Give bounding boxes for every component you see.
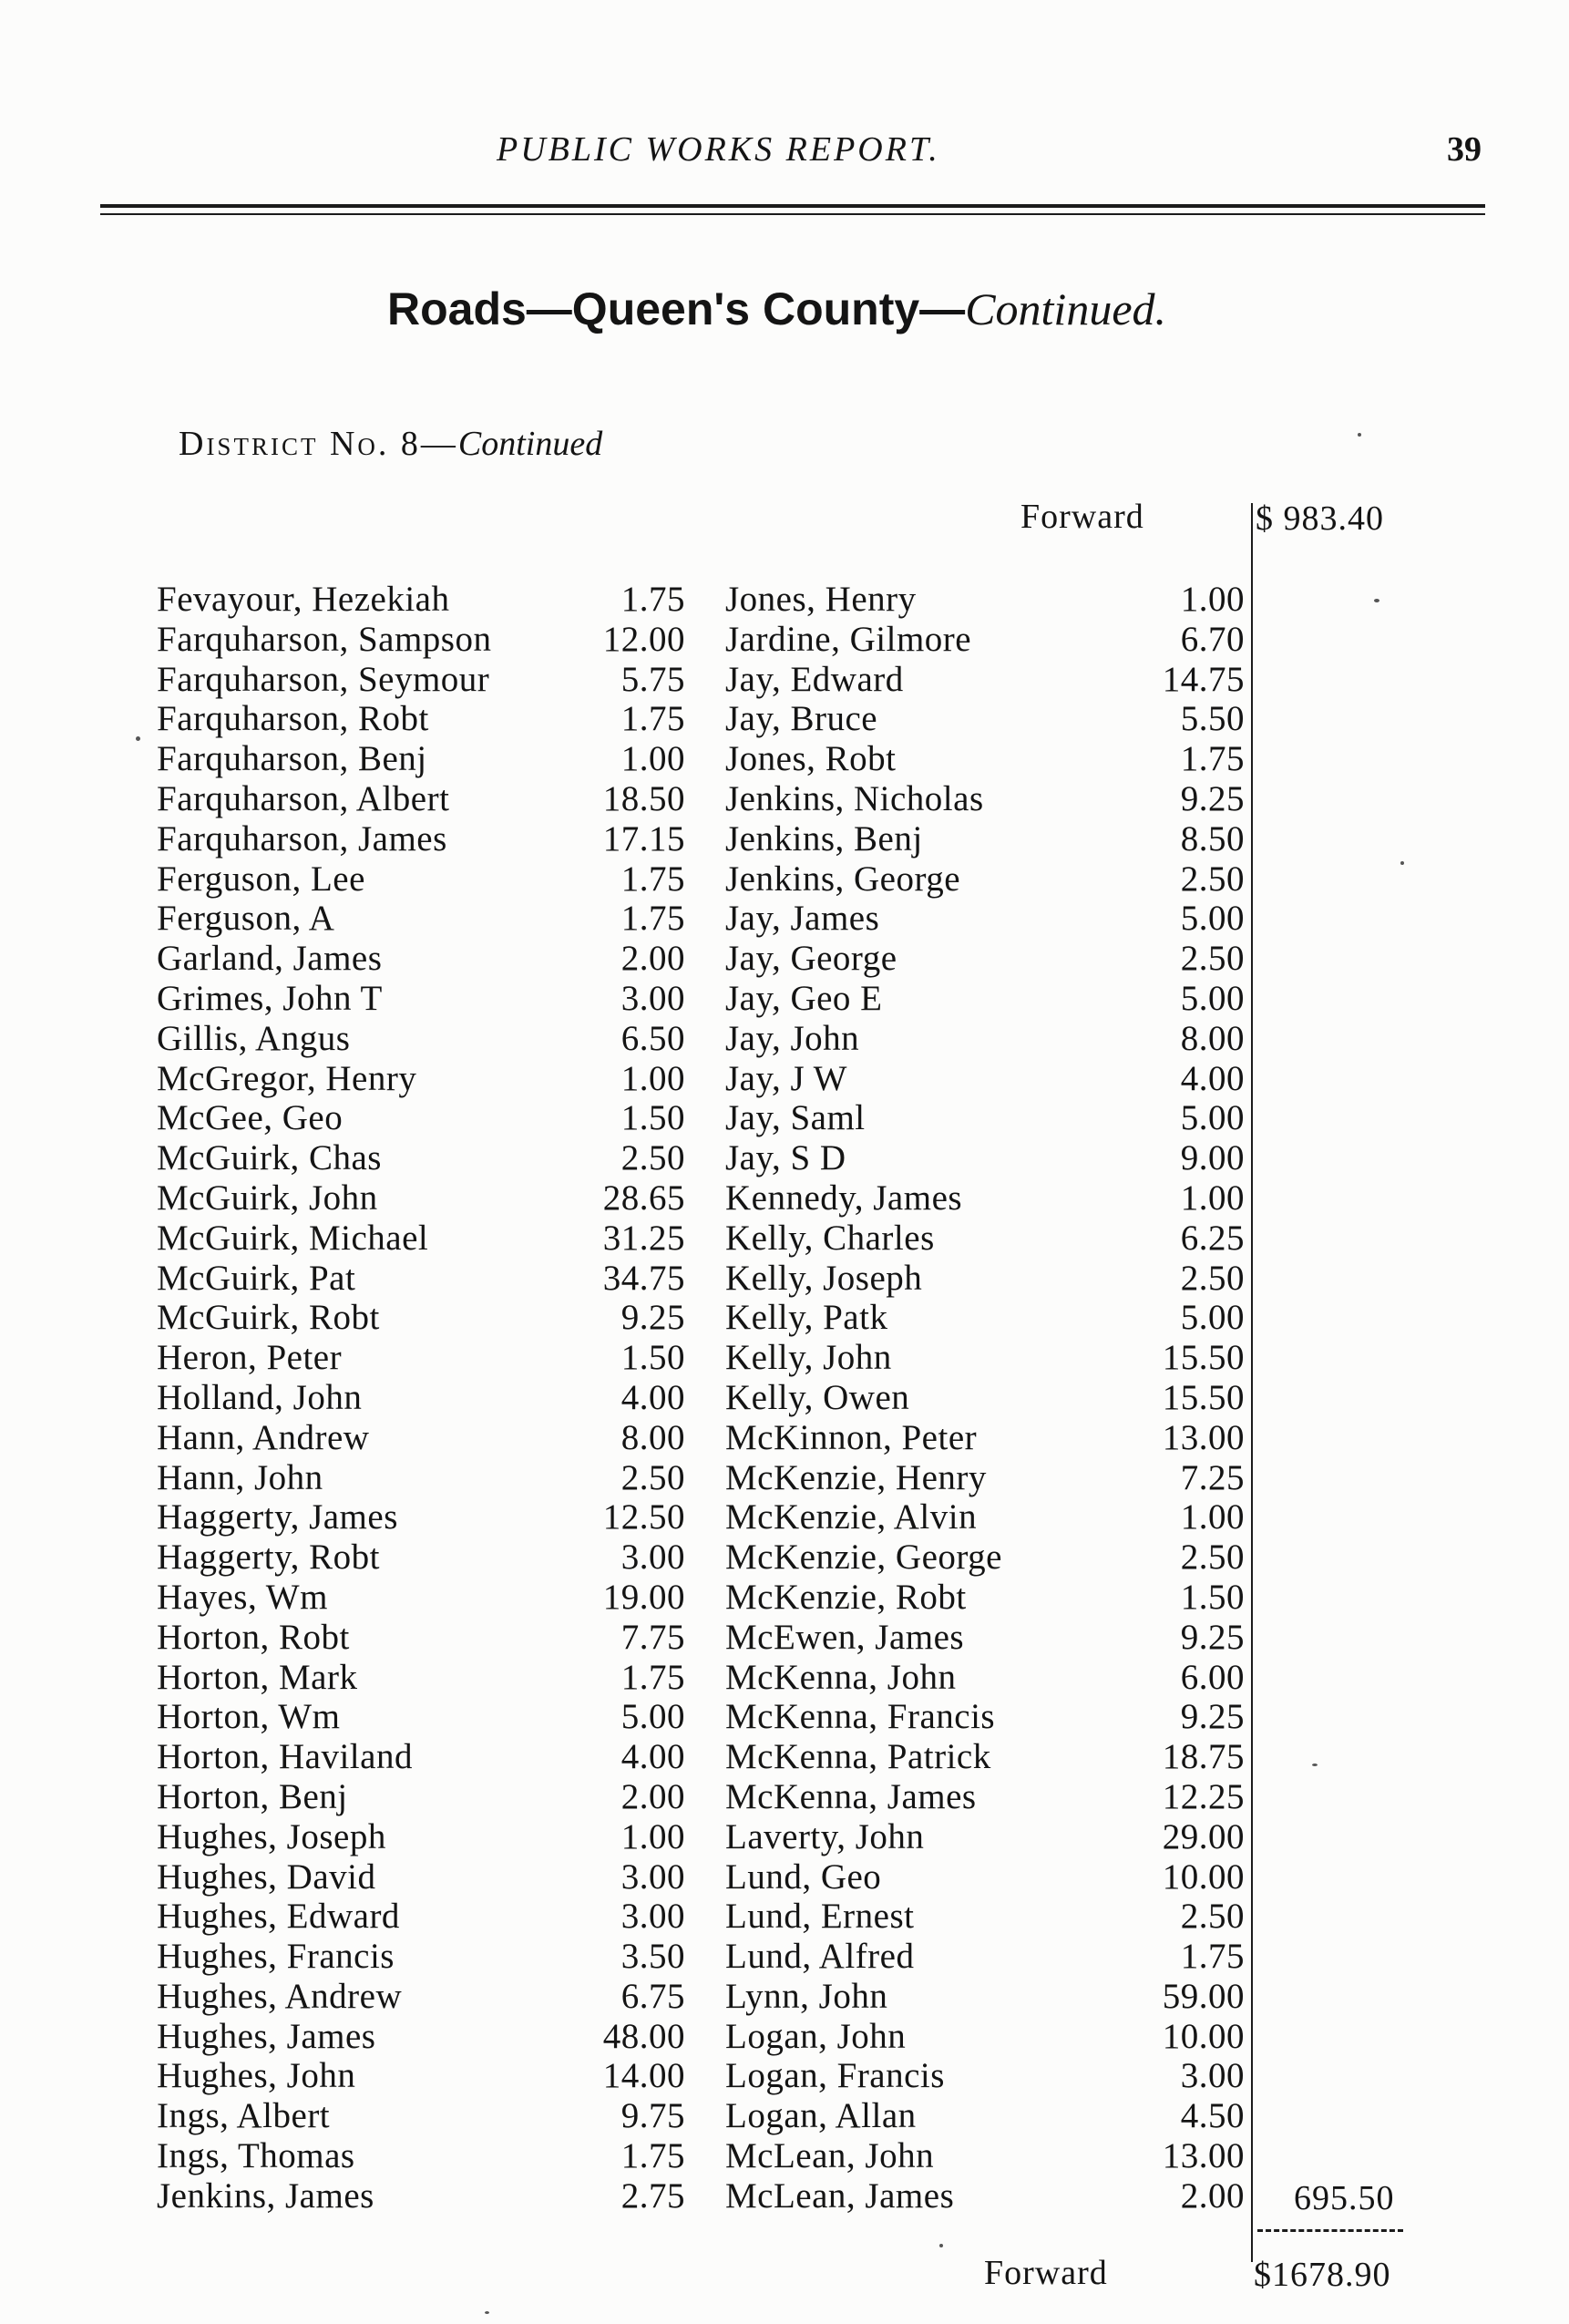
ledger-row <box>725 1259 1248 1299</box>
ledger-row <box>157 1697 685 1737</box>
payee-name: McLean, James <box>725 2175 955 2216</box>
scan-speck <box>136 736 140 741</box>
payee-name: Kelly, John <box>725 1338 892 1378</box>
payment-amount: 8.00 <box>1180 1018 1245 1058</box>
payee-name: McKenna, Francis <box>725 1697 996 1737</box>
payee-name: Jay, Bruce <box>725 699 878 739</box>
ledger-row <box>157 979 685 1019</box>
payment-amount: 2.50 <box>620 1138 685 1178</box>
payment-amount: 1.50 <box>1180 1577 1245 1617</box>
payee-name: Jay, S D <box>725 1138 846 1178</box>
payee-name: McLean, John <box>725 2136 935 2176</box>
ledger-row <box>157 1418 685 1458</box>
ledger-row <box>157 1937 685 1977</box>
payee-name: McKenna, John <box>725 1657 957 1697</box>
section-title-continued: Continued. <box>965 283 1167 334</box>
payment-amount: 14.75 <box>1162 659 1245 699</box>
payment-amount: 2.50 <box>1180 859 1245 899</box>
payee-name: Jay, George <box>725 939 897 979</box>
payee-name: Kennedy, James <box>725 1177 963 1218</box>
payee-name: Hann, John <box>157 1457 323 1497</box>
payment-amount: 1.75 <box>620 2136 685 2176</box>
payee-name: Garland, James <box>157 939 383 979</box>
payment-amount: 3.00 <box>1180 2056 1245 2096</box>
ledger-row <box>157 1658 685 1698</box>
payment-amount: 10.00 <box>1162 1856 1245 1897</box>
ledger-row <box>725 1219 1248 1259</box>
district-label: District No. 8— <box>179 425 458 463</box>
payment-amount: 1.75 <box>1180 1937 1245 1977</box>
scan-speck <box>939 2244 943 2247</box>
payment-amount: 13.00 <box>1162 2136 1245 2176</box>
ledger-row <box>725 779 1248 819</box>
payee-name: Logan, John <box>725 2016 907 2056</box>
ledger-row <box>157 580 685 620</box>
ledger-row <box>157 1777 685 1817</box>
ledger-row <box>157 779 685 819</box>
ledger-row <box>725 1019 1248 1059</box>
payee-name: Farquharson, Benj <box>157 739 427 779</box>
ledger-row <box>157 1178 685 1219</box>
page-number: 39 <box>1447 130 1482 169</box>
payee-name: Fevayour, Hezekiah <box>157 580 450 619</box>
payment-amount: 2.50 <box>620 1457 685 1497</box>
ledger-row <box>157 1098 685 1138</box>
payment-amount: 6.50 <box>620 1018 685 1058</box>
payee-name: McKenna, Patrick <box>725 1737 991 1777</box>
payee-name: Farquharson, Albert <box>157 778 450 818</box>
payment-amount: 59.00 <box>1162 1976 1245 2016</box>
ledger-row <box>157 2096 685 2136</box>
ledger-row <box>157 2136 685 2176</box>
payment-amount: 4.00 <box>620 1737 685 1777</box>
ledger-row <box>157 1618 685 1658</box>
ledger-row <box>157 1897 685 1937</box>
ledger-row <box>725 1338 1248 1378</box>
payment-amount: 1.50 <box>620 1338 685 1378</box>
payee-name: McKenna, James <box>725 1776 977 1816</box>
payee-name: McEwen, James <box>725 1617 965 1657</box>
payment-amount: 12.25 <box>1162 1776 1245 1816</box>
payment-amount: 1.00 <box>1180 1497 1245 1537</box>
payment-amount: 1.75 <box>1180 739 1245 779</box>
payee-name: Farquharson, Robt <box>157 699 429 739</box>
payment-amount: 17.15 <box>602 818 685 859</box>
ledger-row <box>725 979 1248 1019</box>
ledger-row <box>725 1857 1248 1897</box>
payment-amount: 3.50 <box>620 1937 685 1977</box>
payment-amount: 5.00 <box>1180 899 1245 939</box>
payee-name: Kelly, Joseph <box>725 1258 923 1298</box>
ledger-row <box>725 2017 1248 2057</box>
payee-name: Horton, Mark <box>157 1657 358 1697</box>
ledger-row <box>725 1737 1248 1777</box>
payee-name: McGuirk, Pat <box>157 1258 356 1298</box>
ledger-row <box>157 620 685 660</box>
payee-name: Hughes, Andrew <box>157 1976 403 2016</box>
payment-amount: 5.50 <box>1180 699 1245 739</box>
payee-name: Horton, Wm <box>157 1697 341 1737</box>
ledger-row <box>725 739 1248 779</box>
payee-name: Hughes, Francis <box>157 1937 395 1977</box>
ledger-row <box>157 1737 685 1777</box>
payment-amount: 2.75 <box>620 2175 685 2216</box>
payment-amount: 9.75 <box>620 2096 685 2136</box>
payment-amount: 6.75 <box>620 1976 685 2016</box>
payment-amount: 1.00 <box>1180 1177 1245 1218</box>
payee-name: McGuirk, Chas <box>157 1138 382 1178</box>
ledger-row <box>725 1378 1248 1418</box>
ledger-row <box>725 1458 1248 1498</box>
forward-label-top: Forward <box>1020 498 1144 536</box>
scan-speck <box>1312 1764 1318 1766</box>
payee-name: McGuirk, Robt <box>157 1298 380 1338</box>
payment-amount: 1.75 <box>620 1657 685 1697</box>
ledger-row <box>157 1817 685 1857</box>
payment-amount: 1.75 <box>620 580 685 619</box>
district-continued: Continued <box>457 425 603 463</box>
district-heading <box>179 424 602 464</box>
payee-name: Logan, Francis <box>725 2056 945 2096</box>
forward-amount-top: $ 983.40 <box>1256 499 1384 538</box>
payee-name: Horton, Robt <box>157 1617 350 1657</box>
payee-name: Hughes, John <box>157 2056 356 2096</box>
payee-name: McKenzie, George <box>725 1537 1002 1578</box>
running-head: PUBLIC WORKS REPORT. <box>497 130 940 169</box>
ledger-row <box>725 859 1248 900</box>
ledger-row <box>157 1219 685 1259</box>
ledger-row <box>725 1578 1248 1618</box>
payee-name: Gillis, Angus <box>157 1018 351 1058</box>
payee-name: Jones, Henry <box>725 580 917 619</box>
payee-name: McGuirk, Michael <box>157 1218 429 1258</box>
payee-name: McGee, Geo <box>157 1098 344 1138</box>
payee-name: Haggerty, James <box>157 1497 398 1537</box>
payee-name: Kelly, Charles <box>725 1218 935 1258</box>
payment-amount: 3.00 <box>620 1897 685 1937</box>
ledger-row <box>157 1019 685 1059</box>
payment-amount: 9.25 <box>1180 1617 1245 1657</box>
ledger-row <box>157 1298 685 1338</box>
payee-name: Heron, Peter <box>157 1338 343 1378</box>
payee-name: Horton, Benj <box>157 1776 348 1816</box>
ledger-row <box>157 1059 685 1099</box>
payment-amount: 9.25 <box>620 1298 685 1338</box>
ledger-row <box>157 2056 685 2096</box>
payment-amount: 3.00 <box>620 1856 685 1897</box>
forward-label-bottom: Forward <box>984 2254 1108 2292</box>
payee-name: Lund, Alfred <box>725 1937 915 1977</box>
payee-name: Jenkins, Nicholas <box>725 778 984 818</box>
payment-amount: 6.00 <box>1180 1657 1245 1697</box>
ledger-row <box>725 1777 1248 1817</box>
ledger-row <box>157 939 685 979</box>
ledger-row <box>157 2017 685 2057</box>
payment-amount: 2.00 <box>1180 2175 1245 2216</box>
ledger-row <box>157 1857 685 1897</box>
payment-amount: 6.25 <box>1180 1218 1245 1258</box>
ledger-row <box>725 2176 1248 2216</box>
payment-amount: 12.50 <box>602 1497 685 1537</box>
payee-name: Jones, Robt <box>725 739 897 779</box>
ledger-row <box>157 1338 685 1378</box>
payee-name: Holland, John <box>157 1377 363 1417</box>
ledger-row <box>157 660 685 700</box>
payee-name: Grimes, John T <box>157 978 383 1018</box>
payment-amount: 3.00 <box>620 978 685 1018</box>
ledger-row <box>157 899 685 939</box>
ledger-row <box>725 1059 1248 1099</box>
payee-name: Jardine, Gilmore <box>725 619 972 659</box>
payee-name: McGregor, Henry <box>157 1058 417 1098</box>
payment-amount: 5.00 <box>620 1697 685 1737</box>
ledger-row <box>725 899 1248 939</box>
payee-name: McKenzie, Alvin <box>725 1497 978 1537</box>
header-rule-thin <box>100 213 1485 215</box>
payee-name: Hughes, Joseph <box>157 1816 386 1856</box>
payment-amount: 18.75 <box>1162 1737 1245 1777</box>
ledger-row <box>725 1418 1248 1458</box>
ledger-row <box>725 1178 1248 1219</box>
payment-amount: 14.00 <box>602 2056 685 2096</box>
payment-amount: 34.75 <box>602 1258 685 1298</box>
payment-amount: 10.00 <box>1162 2016 1245 2056</box>
payee-name: Farquharson, James <box>157 818 447 859</box>
ledger-row <box>725 1817 1248 1857</box>
ledger-row <box>157 1458 685 1498</box>
ledger-row <box>725 819 1248 859</box>
payment-amount: 6.70 <box>1180 619 1245 659</box>
ledger-row <box>725 1937 1248 1977</box>
payment-amount: 13.00 <box>1162 1417 1245 1457</box>
ledger-row <box>725 1658 1248 1698</box>
payee-name: Laverty, John <box>725 1816 925 1856</box>
payee-name: Hann, Andrew <box>157 1417 370 1457</box>
payment-amount: 28.65 <box>602 1177 685 1218</box>
ledger-row <box>725 1697 1248 1737</box>
scan-speck <box>1358 433 1361 437</box>
ledger-row <box>725 1537 1248 1578</box>
payee-name: Jenkins, James <box>157 2175 374 2216</box>
payment-amount: 9.00 <box>1180 1138 1245 1178</box>
payee-name: Lund, Ernest <box>725 1897 915 1937</box>
ledger-row <box>725 2056 1248 2096</box>
ledger-right-column <box>725 580 1248 2216</box>
ledger-row <box>725 1497 1248 1537</box>
payment-amount: 2.00 <box>620 939 685 979</box>
payee-name: Lynn, John <box>725 1976 888 2016</box>
payment-amount: 8.00 <box>620 1417 685 1457</box>
ledger-row <box>725 2096 1248 2136</box>
ledger-row <box>725 1298 1248 1338</box>
payment-amount: 15.50 <box>1162 1377 1245 1417</box>
payment-amount: 15.50 <box>1162 1338 1245 1378</box>
payment-amount: 4.50 <box>1180 2096 1245 2136</box>
payee-name: Haggerty, Robt <box>157 1537 380 1578</box>
payment-amount: 4.00 <box>620 1377 685 1417</box>
ledger-row <box>725 1138 1248 1178</box>
payee-name: Ings, Albert <box>157 2096 331 2136</box>
scan-speck <box>1374 599 1379 602</box>
ledger-row <box>725 699 1248 739</box>
payment-amount: 3.00 <box>620 1537 685 1578</box>
payee-name: Kelly, Patk <box>725 1298 888 1338</box>
payee-name: Ferguson, Lee <box>157 859 365 899</box>
payee-name: Horton, Haviland <box>157 1737 413 1777</box>
payment-amount: 2.50 <box>1180 1897 1245 1937</box>
ledger-row <box>157 1138 685 1178</box>
payment-amount: 1.75 <box>620 699 685 739</box>
header-rule <box>100 204 1485 208</box>
payee-name: Ings, Thomas <box>157 2136 355 2176</box>
payment-amount: 1.50 <box>620 1098 685 1138</box>
payee-name: Hayes, Wm <box>157 1577 328 1617</box>
scan-speck <box>1400 861 1404 865</box>
ledger-row <box>157 1537 685 1578</box>
ledger-row <box>157 1497 685 1537</box>
ledger-row <box>157 1977 685 2017</box>
ledger-row <box>725 620 1248 660</box>
payment-amount: 4.00 <box>1180 1058 1245 1098</box>
payment-amount: 1.00 <box>620 1816 685 1856</box>
payment-amount: 31.25 <box>602 1218 685 1258</box>
payment-amount: 5.00 <box>1180 978 1245 1018</box>
payment-amount: 1.00 <box>1180 580 1245 619</box>
totals-column-rule <box>1251 503 1253 2262</box>
payee-name: Farquharson, Sampson <box>157 619 492 659</box>
payment-amount: 5.75 <box>620 659 685 699</box>
payment-amount: 7.75 <box>620 1617 685 1657</box>
payee-name: Farquharson, Seymour <box>157 659 490 699</box>
ledger-row <box>157 1259 685 1299</box>
ledger-row <box>725 580 1248 620</box>
payee-name: McKenzie, Henry <box>725 1457 987 1497</box>
ledger-row <box>157 699 685 739</box>
payment-amount: 7.25 <box>1180 1457 1245 1497</box>
payment-amount: 1.75 <box>620 859 685 899</box>
payee-name: Kelly, Owen <box>725 1377 910 1417</box>
payee-name: Hughes, James <box>157 2016 376 2056</box>
payment-amount: 1.75 <box>620 899 685 939</box>
payment-amount: 48.00 <box>602 2016 685 2056</box>
payee-name: Jenkins, Benj <box>725 818 923 859</box>
payment-amount: 9.25 <box>1180 778 1245 818</box>
payee-name: Jay, John <box>725 1018 860 1058</box>
payment-amount: 18.50 <box>602 778 685 818</box>
payment-amount: 2.00 <box>620 1776 685 1816</box>
payee-name: McGuirk, John <box>157 1177 378 1218</box>
payee-name: Jay, James <box>725 899 880 939</box>
scan-speck <box>485 2311 489 2314</box>
payment-amount: 1.00 <box>620 739 685 779</box>
sum-rule <box>1257 2229 1403 2232</box>
ledger-row <box>157 819 685 859</box>
ledger-row <box>725 660 1248 700</box>
payment-amount: 1.00 <box>620 1058 685 1098</box>
ledger-row <box>725 939 1248 979</box>
forward-amount-bottom: $1678.90 <box>1254 2256 1391 2294</box>
payment-amount: 2.50 <box>1180 1537 1245 1578</box>
ledger-row <box>725 1977 1248 2017</box>
payee-name: Lund, Geo <box>725 1856 882 1897</box>
ledger-row <box>157 859 685 900</box>
payee-name: Jay, J W <box>725 1058 847 1098</box>
ledger-row <box>725 2136 1248 2176</box>
column-total: 695.50 <box>1294 2179 1395 2217</box>
payee-name: Ferguson, A <box>157 899 335 939</box>
ledger-row <box>725 1897 1248 1937</box>
payment-amount: 19.00 <box>602 1577 685 1617</box>
payee-name: McKinnon, Peter <box>725 1417 978 1457</box>
ledger-row <box>157 739 685 779</box>
payment-amount: 9.25 <box>1180 1697 1245 1737</box>
ledger-row <box>725 1098 1248 1138</box>
payee-name: Jenkins, George <box>725 859 961 899</box>
section-title <box>387 283 1166 335</box>
section-title-main: Roads—Queen's County— <box>387 283 966 334</box>
ledger-row <box>725 1618 1248 1658</box>
ledger-left-column <box>157 580 685 2216</box>
payee-name: Jay, Saml <box>725 1098 866 1138</box>
ledger-row <box>157 1578 685 1618</box>
payee-name: Logan, Allan <box>725 2096 917 2136</box>
payee-name: Jay, Geo E <box>725 978 883 1018</box>
payment-amount: 5.00 <box>1180 1098 1245 1138</box>
payment-amount: 8.50 <box>1180 818 1245 859</box>
payee-name: McKenzie, Robt <box>725 1577 967 1617</box>
ledger-row <box>157 1378 685 1418</box>
payee-name: Hughes, Edward <box>157 1897 400 1937</box>
payment-amount: 5.00 <box>1180 1298 1245 1338</box>
payee-name: Hughes, David <box>157 1856 376 1897</box>
payment-amount: 2.50 <box>1180 1258 1245 1298</box>
ledger-row <box>157 2176 685 2216</box>
payment-amount: 2.50 <box>1180 939 1245 979</box>
payment-amount: 29.00 <box>1162 1816 1245 1856</box>
payee-name: Jay, Edward <box>725 659 904 699</box>
payment-amount: 12.00 <box>602 619 685 659</box>
